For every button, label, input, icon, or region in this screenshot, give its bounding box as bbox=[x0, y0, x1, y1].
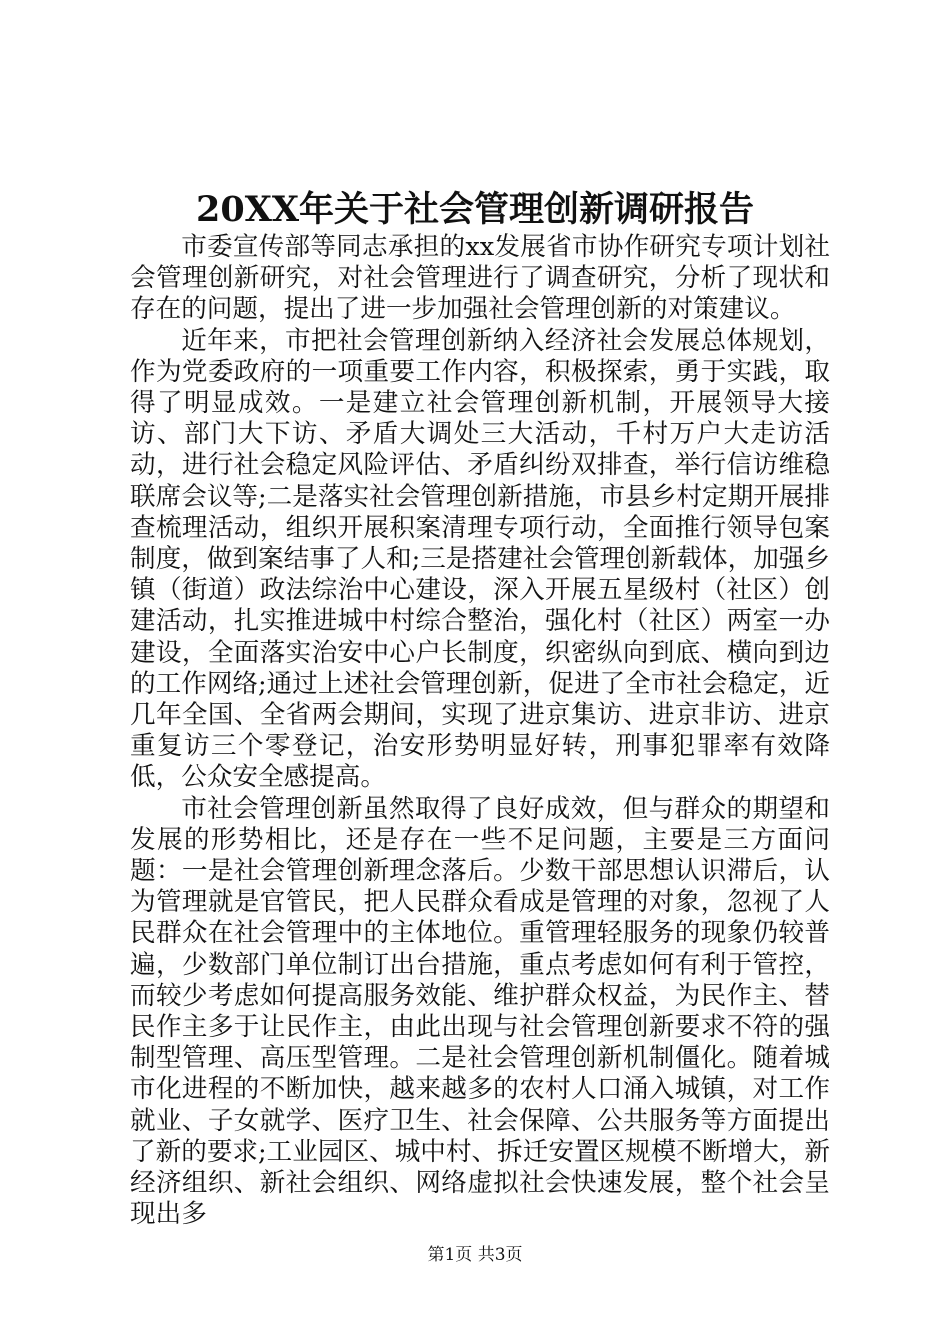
document-body bbox=[130, 232, 830, 1231]
document-title: 20XX年关于社会管理创新调研报告 bbox=[195, 189, 755, 230]
paragraph-problems: 市社会管理创新虽然取得了良好成效，但与群众的期望和发展的形势相比，还是存在一些不足问题，主要是三方面问题：一是社会管理创新理念落后。少数干部思想认识滞后，认为管理就是官管民，把人民群众看成是管理的对象，忽视了人民群众在社会管理中的主体地位。重管理轻服务的现象仍较普遍，少数部门单位制订出台措施，重点考虑如何有利于管控，而较少考虑如何提高服务效能、维护群众权益，为民作主、替民作主多于让民作主，由此出现与社会管理创新要求不符的强制型管理、高压型管理。二是社会管理创新机制僵化。随着城市化进程的不断加快，越来越多的农村人口涌入城镇，对工作就业、子女就学、医疗卫生、社会保障、公共服务等方面提出了新的要求;工业园区、城中村、拆迁安置区规模不断增大，新经济组织、新社会组织、网络虚拟社会快速发展，整个社会呈现出多 bbox=[130, 793, 830, 1230]
paragraph-achievements: 近年来，市把社会管理创新纳入经济社会发展总体规划，作为党委政府的一项重要工作内容，积极探索，勇于实践，取得了明显成效。一是建立社会管理创新机制，开展领导大接访、部门大下访、矛盾大调处三大活动，千村万户大走访活动，进行社会稳定风险评估、矛盾纠纷双排查，举行信访维稳联席会议等;二是落实社会管理创新措施，市县乡村定期开展排查梳理活动，组织开展积案清理专项行动，全面推行领导包案制度，做到案结事了人和;三是搭建社会管理创新载体，加强乡镇（街道）政法综治中心建设，深入开展五星级村（社区）创建活动，扎实推进城中村综合整治，强化村（社区）两室一办建设，全面落实治安中心户长制度，织密纵向到底、横向到边的工作网络;通过上述社会管理创新，促进了全市社会稳定，近几年全国、全省两会期间，实现了进京集访、进京非访、进京重复访三个零登记，治安形势明显好转，刑事犯罪率有效降低，公众安全感提高。 bbox=[130, 325, 830, 793]
paragraph-intro: 市委宣传部等同志承担的xx发展省市协作研究专项计划社会管理创新研究，对社会管理进行了调查研究，分析了现状和存在的问题，提出了进一步加强社会管理创新的对策建议。 bbox=[130, 232, 830, 325]
page-number-footer: 第1页 共3页 bbox=[427, 1245, 523, 1265]
